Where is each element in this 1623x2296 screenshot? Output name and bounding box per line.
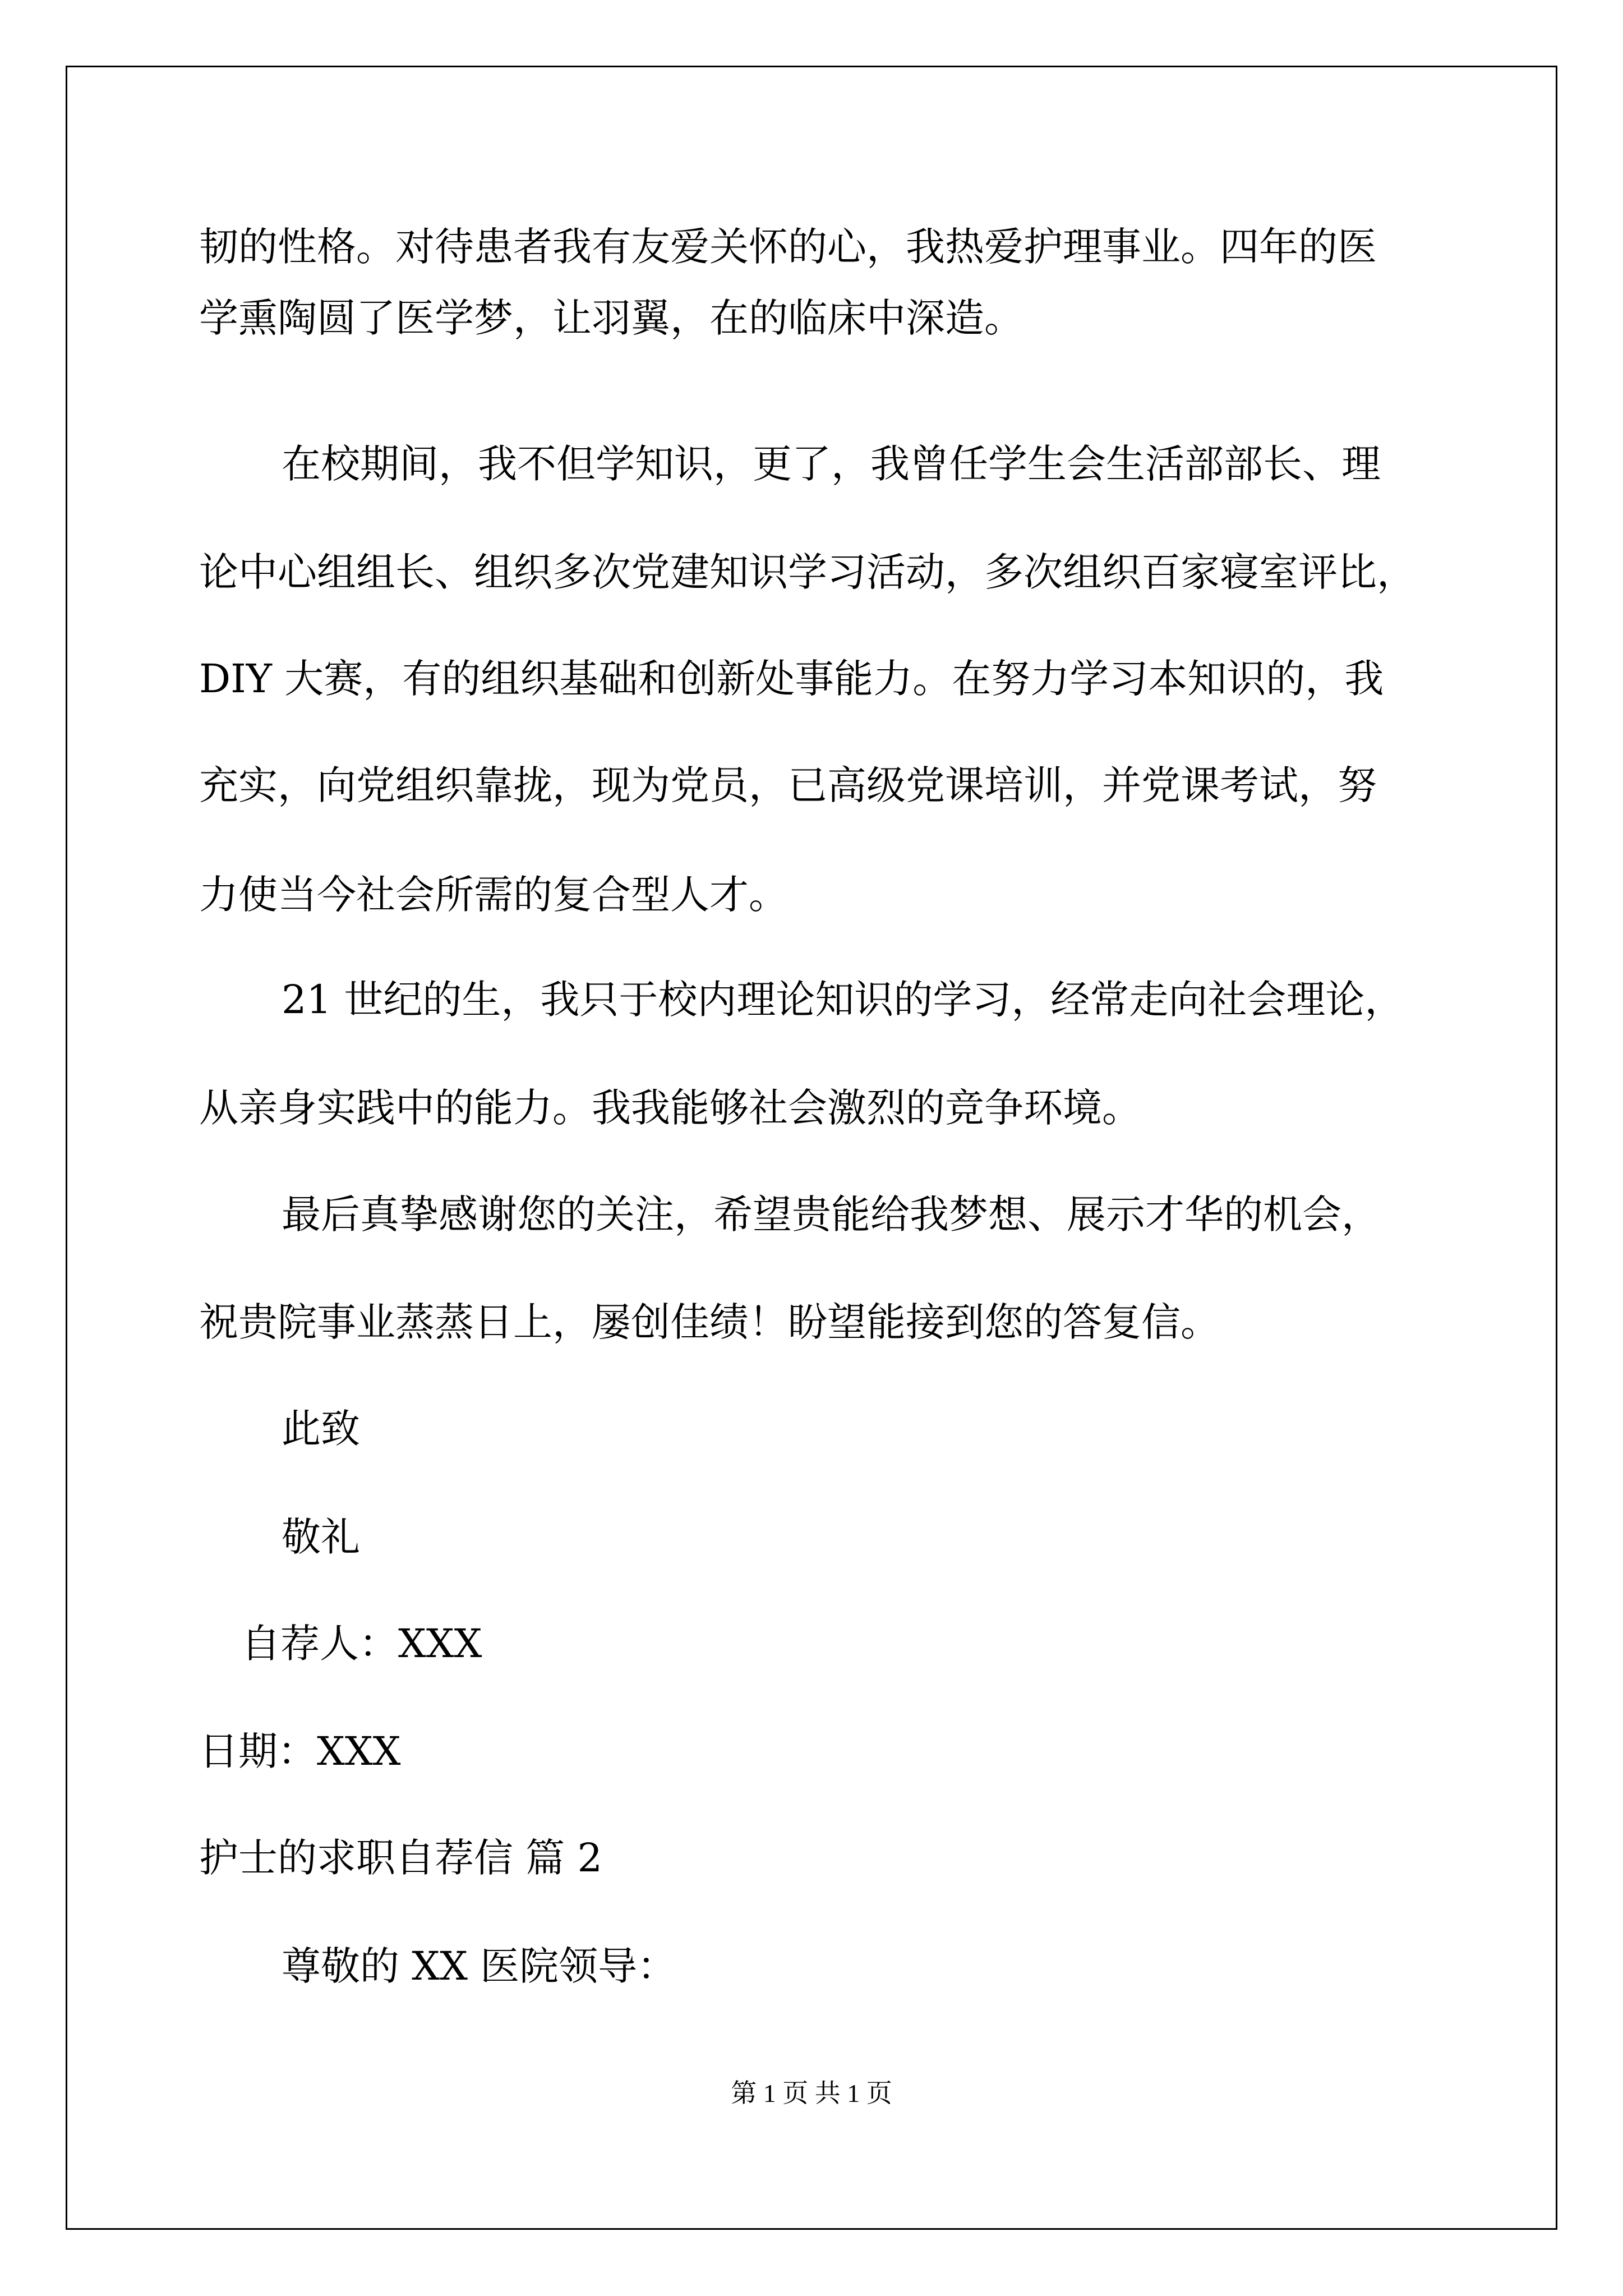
page-footer xyxy=(0,2079,1623,2108)
paragraph-2-line-2: 论中心组组长、组织多次党建知识学习活动，多次组织百家寝室评比， xyxy=(199,549,1416,595)
page-number-label: 第 1 页 共 1 页 xyxy=(731,2079,892,2108)
letter-body xyxy=(199,0,1427,2296)
date-line: 日期：XXX xyxy=(199,1728,401,1774)
signer-line: 自荐人：XXX xyxy=(241,1621,482,1667)
closing-salutation: 此致 xyxy=(282,1406,360,1452)
paragraph-3-line-1: 21 世纪的生，我只于校内理论知识的学习，经常走向社会理论， xyxy=(282,977,1404,1023)
section-heading: 护士的求职自荐信 篇 2 xyxy=(199,1835,603,1881)
paragraph-4-line-1: 最后真挚感谢您的关注，希望贵能给我梦想、展示才华的机会， xyxy=(282,1191,1381,1237)
paragraph-2-line-5: 力使当今社会所需的复合型人才。 xyxy=(199,872,788,918)
paragraph-1-line-1: 韧的性格。对待患者我有友爱关怀的心，我热爱护理事业。四年的医 xyxy=(199,224,1377,270)
closing-regards: 敬礼 xyxy=(282,1514,360,1560)
paragraph-2-line-1: 在校期间，我不但学知识，更了，我曾任学生会生活部部长、理 xyxy=(282,441,1381,487)
paragraph-1-line-2: 学熏陶圆了医学梦，让羽翼，在的临床中深造。 xyxy=(199,295,1023,341)
paragraph-4-line-2: 祝贵院事业蒸蒸日上，屡创佳绩！盼望能接到您的答复信。 xyxy=(199,1299,1220,1345)
paragraph-2-line-4: 充实，向党组织靠拢，现为党员，已高级党课培训，并党课考试，努 xyxy=(199,762,1377,808)
paragraph-2-line-3: DIY 大赛，有的组织基础和创新处事能力。在努力学习本知识的，我 xyxy=(199,656,1384,702)
paragraph-3-line-2: 从亲身实践中的能力。我我能够社会激烈的竞争环境。 xyxy=(199,1085,1141,1131)
greeting-line: 尊敬的 XX 医院领导： xyxy=(282,1943,677,1989)
